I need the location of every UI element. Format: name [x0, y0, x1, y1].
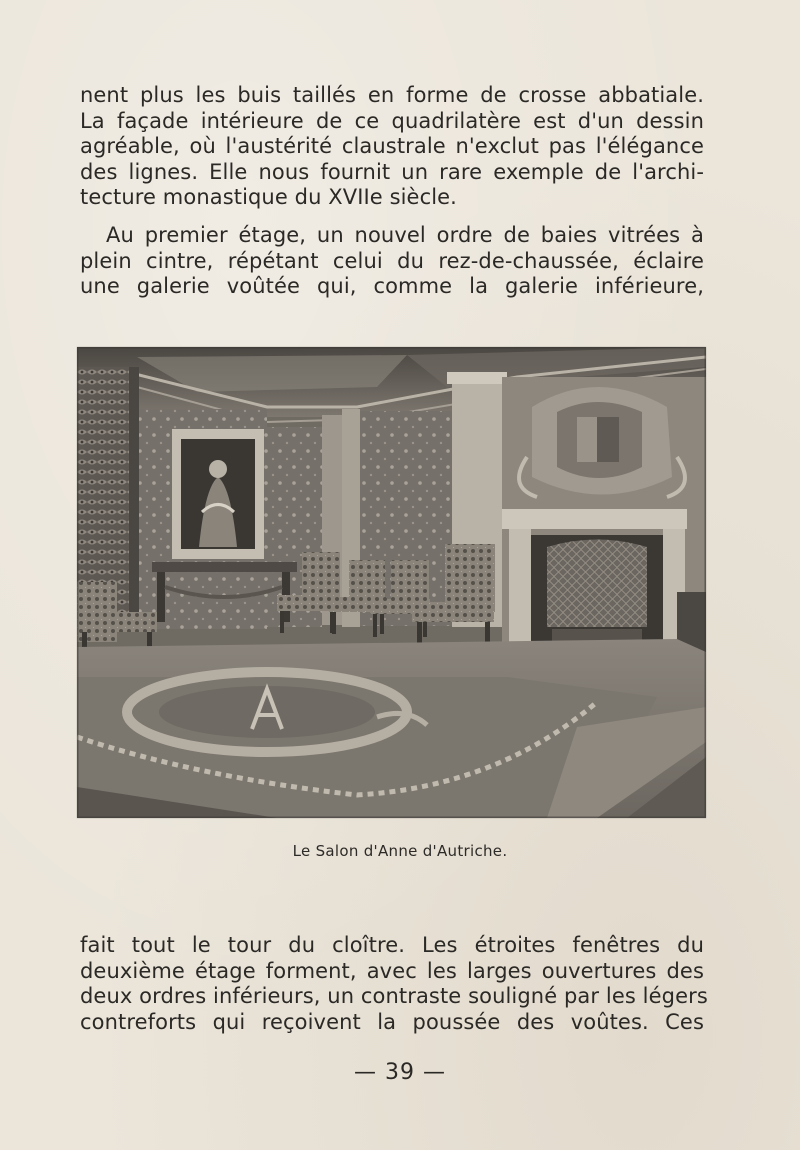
- text-line: tecture monastique du XVIIe siècle.: [80, 185, 457, 209]
- text-line: deux ordres inférieurs, un contraste souligné par les légers: [80, 984, 708, 1008]
- text-line: fait tout le tour du cloître. Les étroites fenêtres du: [80, 933, 704, 957]
- text-line: Au premier étage, un nouvel ordre de baies vitrées à: [106, 223, 704, 247]
- paragraph-1: [80, 83, 704, 211]
- paragraph-3: [80, 933, 708, 1035]
- text-line: une galerie voûtée qui, comme la galerie inférieure,: [80, 274, 704, 298]
- text-line: contreforts qui reçoivent la poussée des voûtes. Ces: [80, 1009, 704, 1034]
- figure-caption: Le Salon d'Anne d'Autriche.: [292, 842, 508, 860]
- text-line: nent plus les buis taillés en forme de crosse abbatiale.: [80, 83, 704, 107]
- text-line: des lignes. Elle nous fournit un rare exemple de l'archi-: [80, 159, 704, 184]
- text-line: deuxième étage forment, avec les larges ouvertures des: [80, 958, 704, 983]
- text-line: plein cintre, répétant celui du rez-de-chaussée, éclaire: [80, 248, 704, 273]
- text-line: La façade intérieure de ce quadrilatère est d'un dessin: [80, 108, 704, 133]
- text-line: agréable, où l'austérité claustrale n'exclut pas l'élégance: [80, 134, 704, 158]
- paragraph-2: [80, 223, 704, 300]
- page-number: — 39 —: [354, 1060, 446, 1085]
- salon-photograph: [77, 347, 706, 818]
